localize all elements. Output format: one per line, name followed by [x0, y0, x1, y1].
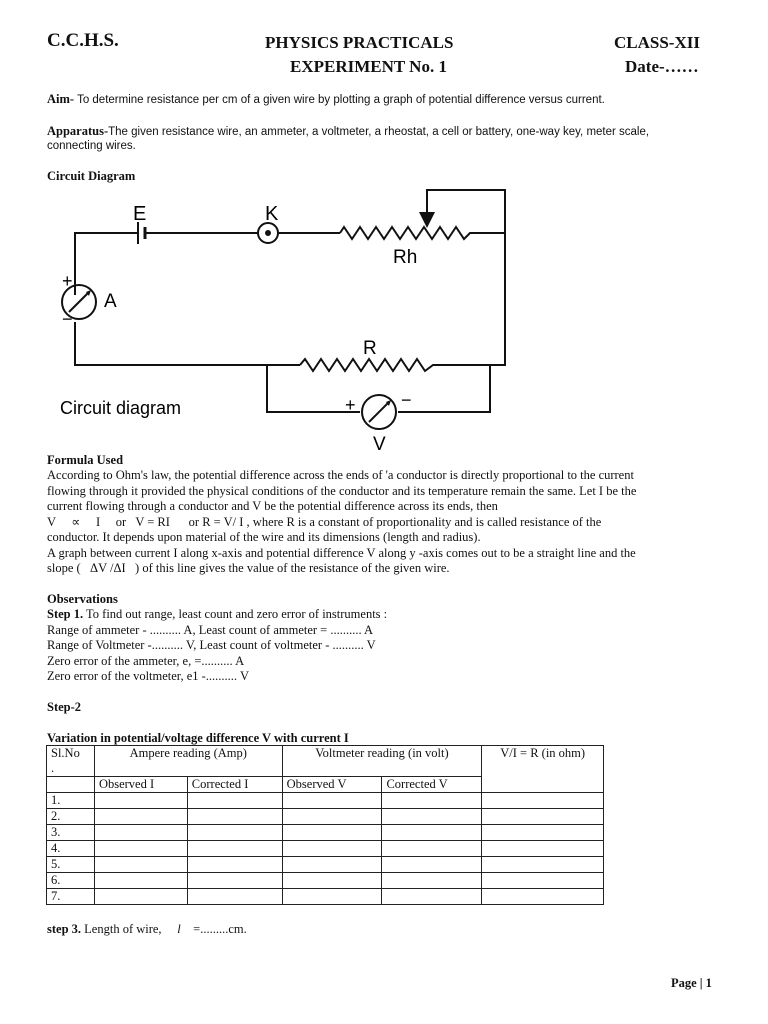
- header-slno: Sl.No .: [47, 746, 95, 777]
- formula-line-2: flowing through it provided the physical conditions of the conductor and its temperature remain the same. Let I be the: [47, 484, 637, 498]
- step3-var: l: [177, 922, 181, 936]
- row-number: 6.: [47, 873, 95, 889]
- table-row: [47, 873, 604, 889]
- obs-line-1: Range of ammeter - .......... A, Least count of ammeter = .......... A: [47, 623, 374, 637]
- apparatus-text: The given resistance wire, an ammeter, a voltmeter, a rheostat, a cell or battery, one-way key, meter scale,: [108, 126, 650, 138]
- step1-text: To find out range, least count and zero error of instruments :: [83, 607, 388, 621]
- formula-line-4: V ∝ I or V = RI or R = V/ I , where R is a constant of proportionality and is called resistance of the: [47, 515, 602, 529]
- header-corrected-v: Corrected V: [382, 777, 482, 793]
- table-row: [47, 857, 604, 873]
- label-K: K: [265, 203, 279, 225]
- row-number: 4.: [47, 841, 95, 857]
- obs-line-4: Zero error of the voltmeter, e1 -.......... V: [47, 669, 249, 683]
- date-label: Date-……: [625, 57, 699, 76]
- step3-text: Length of wire,: [81, 922, 178, 936]
- circuit-heading: Circuit Diagram: [47, 169, 136, 183]
- observation-table: [46, 745, 604, 905]
- row-number: 2.: [47, 809, 95, 825]
- resistor-zigzag: [300, 359, 490, 371]
- label-R: R: [363, 338, 377, 359]
- header-observed-i: Observed I: [94, 777, 187, 793]
- observations-heading: Observations: [47, 592, 118, 606]
- school-name: C.C.H.S.: [47, 30, 119, 51]
- apparatus-line-2: connecting wires.: [47, 140, 136, 152]
- table-row: [47, 809, 604, 825]
- label-E: E: [133, 203, 147, 225]
- row-number: 5.: [47, 857, 95, 873]
- voltmeter-needle: [369, 402, 389, 422]
- step3-line: [47, 922, 247, 938]
- label-A: A: [104, 291, 117, 312]
- header-corrected-i: Corrected I: [187, 777, 282, 793]
- step3-label: step 3.: [47, 922, 82, 936]
- row-number: 7.: [47, 889, 95, 905]
- ammeter-plus: +: [62, 271, 73, 291]
- ammeter-minus: −: [62, 309, 73, 329]
- formula-line-1: According to Ohm's law, the potential difference across the ends of 'a conductor is directly proportional to the current: [47, 468, 634, 482]
- table-row: [47, 825, 604, 841]
- formula-line-6: A graph between current I along x-axis and potential difference V along y -axis comes out to be a straight line and the: [47, 546, 636, 560]
- apparatus-label: Apparatus-: [47, 124, 109, 138]
- obs-line-2: Range of Voltmeter -.......... V, Least count of voltmeter - .......... V: [47, 638, 376, 652]
- circuit-diagram: [0, 0, 768, 470]
- step1-label: Step 1.: [47, 607, 84, 621]
- header-voltmeter: Voltmeter reading (in volt): [282, 746, 482, 777]
- header-ratio: V/I = R (in ohm): [482, 746, 604, 793]
- table-row: [47, 889, 604, 905]
- header-ampere: Ampere reading (Amp): [94, 746, 282, 777]
- step3-suffix: =.........cm.: [180, 922, 247, 936]
- label-V: V: [373, 434, 386, 455]
- table-header-row-1: [47, 746, 604, 777]
- rheostat-arrowhead: [419, 212, 435, 228]
- formula-heading: Formula Used: [47, 453, 124, 467]
- key-dot: [265, 230, 271, 236]
- label-Rh: Rh: [393, 247, 418, 268]
- step1-line: [47, 607, 387, 623]
- rheostat-slider-wire: [427, 190, 505, 233]
- formula-line-3: current flowing through a conductor and V be the potential difference across its ends, then: [47, 499, 498, 513]
- class-label: CLASS-XII: [614, 33, 700, 52]
- voltmeter-minus: −: [401, 390, 412, 410]
- aim-text: To determine resistance per cm of a given wire by plotting a graph of potential difference versus current.: [74, 94, 605, 106]
- experiment-number: EXPERIMENT No. 1: [290, 57, 447, 76]
- page-title: PHYSICS PRACTICALS: [265, 33, 454, 52]
- step2-label: Step-2: [47, 700, 82, 714]
- voltmeter-plus: +: [345, 395, 356, 415]
- formula-line-7: slope ( ΔV /ΔI ) of this line gives the value of the resistance of the given wire.: [47, 561, 450, 575]
- rheostat-zigzag: [340, 227, 505, 239]
- page-number: Page | 1: [671, 976, 712, 990]
- row-number: 1.: [47, 793, 95, 809]
- table-row: [47, 841, 604, 857]
- header-blank: [47, 777, 95, 793]
- table-title: Variation in potential/voltage difference V with current I: [47, 731, 349, 745]
- obs-line-3: Zero error of the ammeter, e, =.......... A: [47, 654, 245, 668]
- header-observed-v: Observed V: [282, 777, 382, 793]
- aim-label: Aim-: [47, 92, 75, 106]
- formula-line-5: conductor. It depends upon material of the wire and its dimensions (length and radius).: [47, 530, 481, 544]
- table-row: [47, 793, 604, 809]
- circuit-caption: Circuit diagram: [60, 398, 182, 418]
- row-number: 3.: [47, 825, 95, 841]
